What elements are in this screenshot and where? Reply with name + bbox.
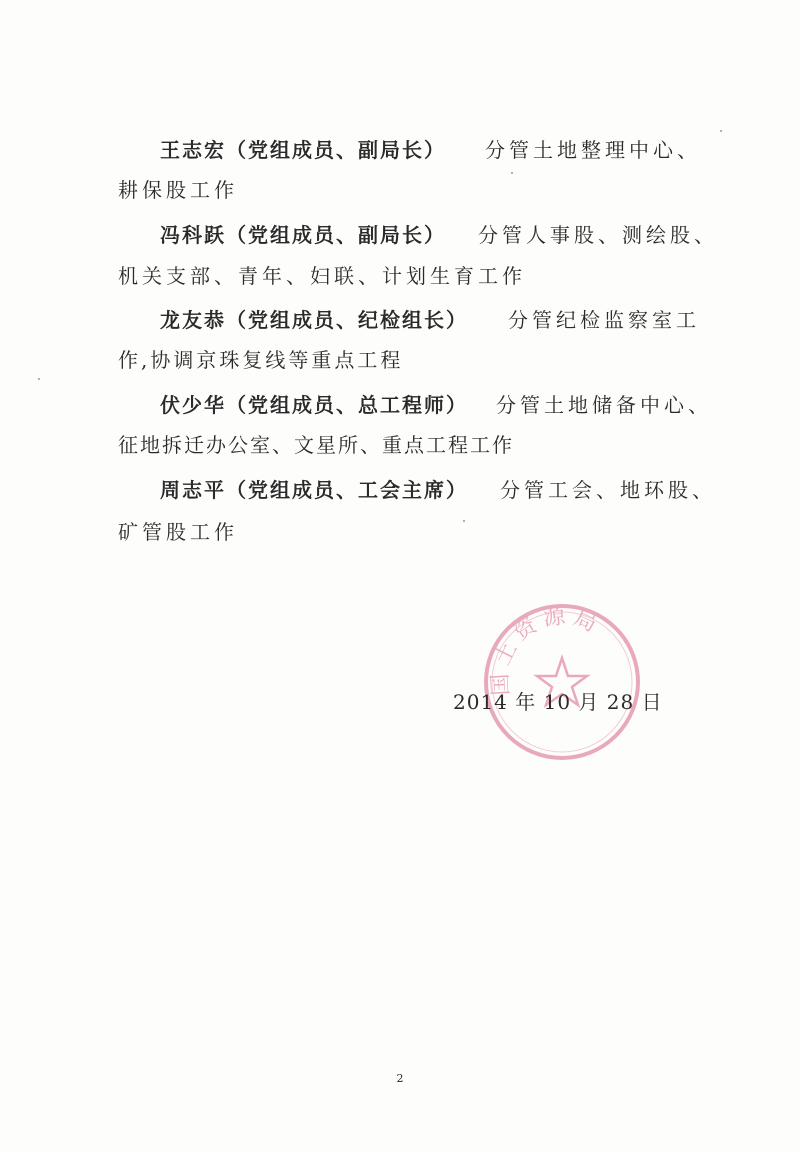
entry-3-duty: 分管纪检监察室工 (508, 308, 700, 332)
official-seal-icon (480, 600, 645, 765)
entry-4-duty: 分管土地储备中心、 (496, 393, 712, 417)
document-date: 2014 年 10 月 28 日 (453, 690, 663, 714)
entry-5-name: 周志平（党组成员、工会主席） (160, 478, 468, 502)
entry-1-continuation: 耕保股工作 (118, 178, 238, 202)
scan-speck (38, 378, 40, 380)
entry-2-line-2 (0, 256, 800, 296)
entry-2-continuation: 机关支部、青年、妇联、计划生育工作 (118, 264, 526, 288)
page-number: 2 (396, 1072, 404, 1085)
scan-speck (511, 172, 513, 174)
entry-4-line-1 (0, 385, 800, 425)
entry-4-name: 伏少华（党组成员、总工程师） (160, 393, 468, 417)
entry-3-name: 龙友恭（党组成员、纪检组长） (160, 308, 468, 332)
entry-2-duty: 分管人事股、测绘股、 (478, 223, 718, 247)
entry-4-line-2 (0, 425, 800, 465)
entry-3-line-1 (0, 300, 800, 340)
entry-4-continuation: 征地拆迁办公室、文星所、重点工程工作 (118, 433, 514, 457)
scan-speck (463, 520, 465, 522)
entry-1-duty: 分管土地整理中心、 (485, 138, 701, 162)
entry-2-line-1 (0, 215, 800, 255)
entry-1-line-2 (0, 170, 800, 210)
entry-1-line-1 (0, 130, 800, 170)
entry-5-line-2 (0, 512, 800, 552)
entry-2-name: 冯科跃（党组成员、副局长） (160, 223, 446, 247)
entry-3-continuation: 作,协调京珠复线等重点工程 (118, 348, 404, 372)
svg-text:国土资源局: 国土资源局 (487, 603, 606, 697)
entry-1-name: 王志宏（党组成员、副局长） (160, 138, 446, 162)
entry-5-duty: 分管工会、地环股、 (500, 478, 716, 502)
entry-5-line-1 (0, 470, 800, 510)
entry-5-continuation: 矿管股工作 (118, 520, 238, 544)
scan-speck (720, 130, 722, 132)
entry-3-line-2 (0, 340, 800, 380)
